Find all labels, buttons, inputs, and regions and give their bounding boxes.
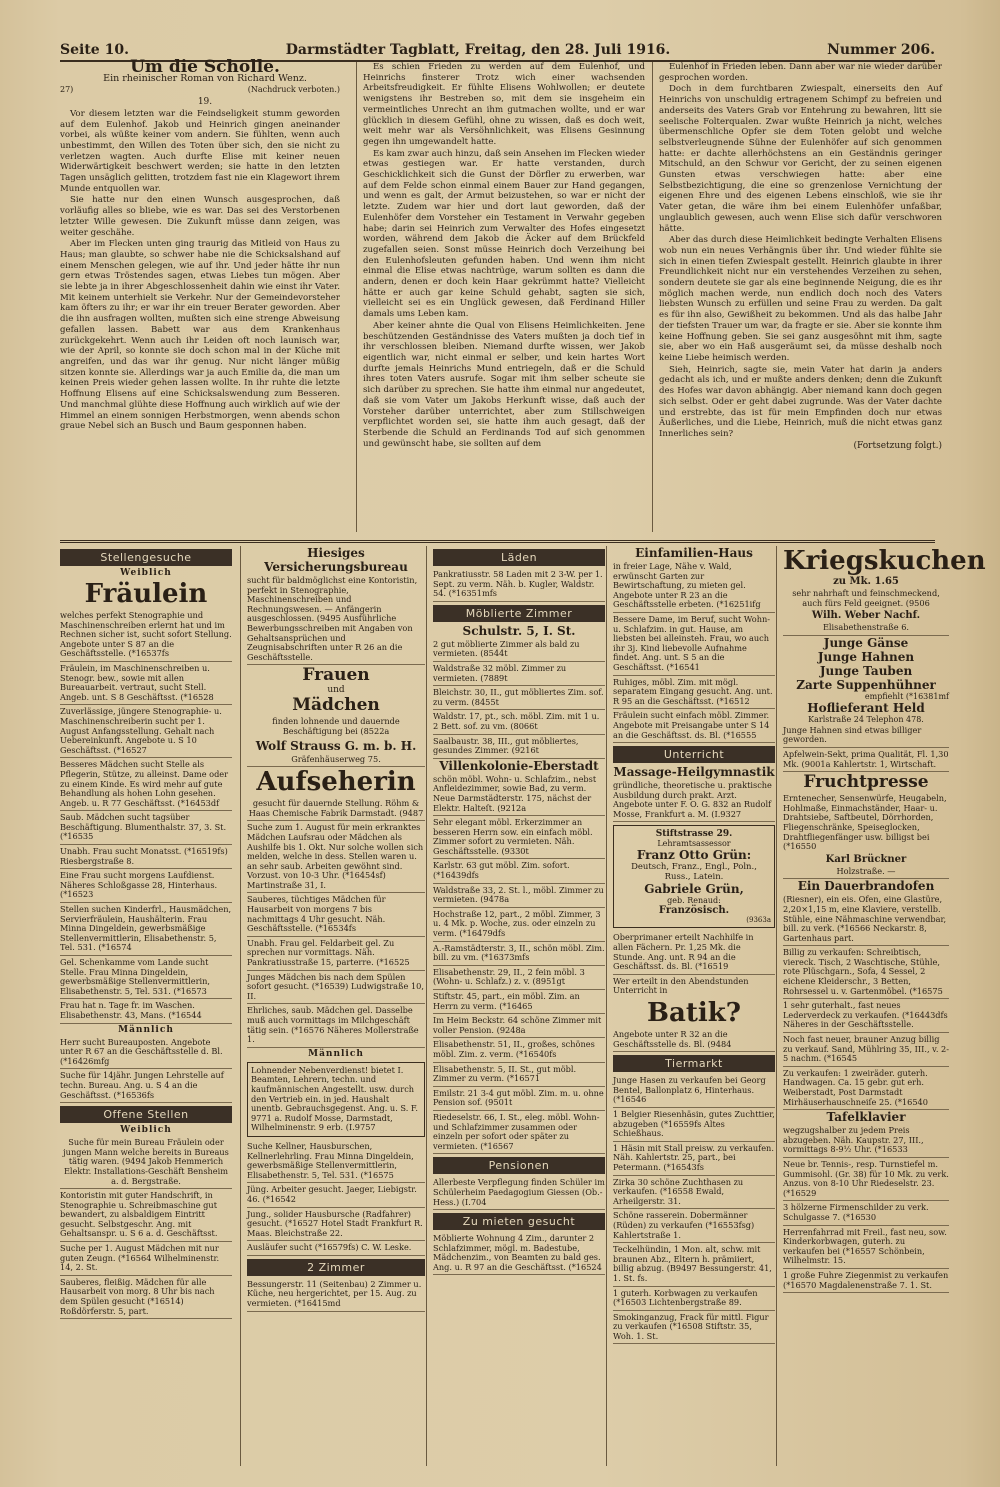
ad-item: 2 gut möblierte Zimmer als bald zu vermieten. (8544t xyxy=(433,638,605,662)
ad-firm-address: Holzstraße. — xyxy=(783,865,949,880)
ad-code: (9363a xyxy=(746,916,771,925)
ad-note: Junge Hahnen sind etwas billiger geworden. xyxy=(783,724,949,748)
ad-headline: Aufseherin xyxy=(256,767,416,798)
ad-headline: Einfamilien-Haus xyxy=(635,546,753,560)
masthead-title: Darmstädter Tagblatt, Freitag, den 28. Juli 1916. xyxy=(285,42,671,58)
ad-item: Jüng. Arbeiter gesucht. Jaeger, Liebigstr. 46. (*16542 xyxy=(247,1183,425,1207)
ad-item: Karlstr. 63 gut möbl. Zim. sofort. (*16439dfs xyxy=(433,859,605,883)
ad-item: Gel. Schenkamme vom Lande sucht Stelle. Frau Minna Dingeldein, gewerbsmäßige Stellenvermittlerin, Elisabethenstr. 5, Tel. 531. (*16573 xyxy=(60,956,232,999)
ads-column-5 xyxy=(776,546,986,1466)
ad-item: Sauberes, fleißig. Mädchen für alle Hausarbeit von morg. 8 Uhr bis nach dem Spülen gesucht (*16514) Roßdörferstr. 5, part. xyxy=(60,1276,232,1319)
ad-item: Ehrliches, saub. Mädchen gel. Dasselbe muß auch vormittags im Milchgeschäft tätig sein. (*16576 Näheres Mollerstraße 1. xyxy=(247,1004,425,1047)
ad-item: Elisabethenstr. 5, II. St., gut möbl. Zimmer zu verm. (*16571 xyxy=(433,1063,605,1087)
ad-item: Möblierte Wohnung 4 Zim., darunter 2 Schlafzimmer, mögl. m. Badestube, Mädchenzim., von Beamten zu bald ges. Ang. u. R 97 an die Geschäftsst. (*16524 xyxy=(433,1232,605,1275)
story-paragraph: Doch in dem furchtbaren Zwiespalt, einerseits den Auf Heinrichs von unschuldig ertragenem Schimpf zu befreien und anderseits des Vaters Grab vor Entehrung zu bewahren, litt sie seelische Folterqualen. Zwar wußte Heinrich ja nicht, welches übermenschliche Opfer sie dem Toten gelobt und welche selbstverleugnende Sühne der Eulenhöfer auf sich genommen hatte: er dachte allerhöchstens an ein Geständnis geringer Mitschuld, an den Schwur vor Gericht, der zu seinen eigenen Gunsten etwas verschwiegen hatte: aber eine Selbstbezichtigung, die eine so grenzenlose Vernichtung der eigenen Ehre und des eigenen Lebens einschloß, wie sie ihr Vater getan, die wäre ihm bei einem Eulenhöfer unfaßbar, unglaublich gewesen, auch wenn Elise sich dafür verschworen hätte. xyxy=(659,84,942,234)
tutor-address: Stiftstrasse 29. xyxy=(655,829,733,840)
ad-list-item: Zarte Suppenhühner xyxy=(796,677,936,692)
ad-item: Herr sucht Bureauposten. Angebote unter R 67 an die Geschäftsstelle d. Bl. (*16426mfg xyxy=(60,1036,232,1070)
section-heading: 2 Zimmer xyxy=(247,1259,425,1276)
ad-item: 1 guterh. Korbwagen zu verkaufen (*16503 Lichtenbergstraße 89. xyxy=(613,1287,775,1311)
ad-headline: Villenkolonie-Eberstadt xyxy=(439,758,599,773)
story-paragraph: Sieh, Heinrich, sagte sie, mein Vater hat darin ja anders gedacht als ich, und er mußte anders denken; denn die Zukunft des Hofes war davon abhängig. Aber niemand kann doch gegen sich selbst. Oder er geht dabei zugrunde. Was der Vater dachte und erstrebte, das ist für mein Empfinden doch nur etwas Äußerliches, und die Liebe, Heinrich, muß die nicht etwas ganz Innerliches sein? xyxy=(659,364,942,439)
ad-item: Stellen suchen Kinderfrl., Hausmädchen, Servierfräulein, Haushälterin. Frau Minna Dingeldein, gewerbsmäßige Stellenvermittlerin, Elisabethenstr. 5, Tel. 531. (*16574 xyxy=(60,903,232,956)
ad-item: Bleichstr. 30, II., gut möbliertes Zim. sof. zu verm. (8455t xyxy=(433,686,605,710)
ad-firm-address: Gräfenhäuserweg 75. xyxy=(247,753,425,768)
ad-item: Unabh. Frau gel. Feldarbeit gel. Zu sprechen nur vormittags. Näh. Pankratiusstraße 15, parterre. (*16525 xyxy=(247,937,425,971)
ad-item: wegzugshalber zu jedem Preis abzugeben. Näh. Kaupstr. 27, III., vormittags 8-9½ Uhr. (*16533 xyxy=(783,1124,949,1158)
tutor-language-2: Französisch. xyxy=(658,905,730,917)
ad-firm: Wilh. Weber Nachf. xyxy=(811,610,921,622)
section-heading: Pensionen xyxy=(433,1157,605,1174)
ad-item: finden lohnende und dauernde Beschäftigung bei (8522a xyxy=(272,716,400,736)
ad-note: empfiehlt (*16381mf xyxy=(864,691,949,701)
story-column-3 xyxy=(652,62,942,532)
ad-firm-address: Karlstraße 24 Telephon 478. xyxy=(808,714,924,724)
ad-item: Eine Frau sucht morgens Laufdienst. Näheres Schloßgasse 28, Hinterhaus. (*16523 xyxy=(60,869,232,903)
section-heading: Läden xyxy=(433,549,605,566)
ads-column-4 xyxy=(606,546,775,1466)
ad-item: Teckelhündin, 1 Mon. alt, schw. mit braunen Abz., Eltern h. prämiiert, billig abzug. (B9497 Bessungerstr. 41, 1. St. fs. xyxy=(613,1243,775,1286)
ad-item: Kontoristin mit guter Handschrift, in Stenographie u. Schreibmaschine gut bewandert, zu alsbaldigem Eintritt gesucht. Selbstgeschr. Ang. mit Gehaltsanspr. u. S 6 a. d. Geschäftsst. xyxy=(60,1189,232,1242)
ad-item: Fräulein sucht einfach möbl. Zimmer. Angebote mit Preisangabe unter S 14 an die Geschäftsst. ds. Bl. (*16555 xyxy=(613,709,775,743)
page-number: Seite 10. xyxy=(60,42,129,58)
ad-price: zu Mk. 1.65 xyxy=(833,576,899,587)
ad-item: gesucht für dauernde Stellung. Röhm & Haas Chemische Fabrik Darmstadt. (9487 xyxy=(247,797,425,821)
ad-item: Emilstr. 21 3-4 gut möbl. Zim. m. u. ohne Pension sof. (9501t xyxy=(433,1087,605,1111)
ad-item: Oberprimaner erteilt Nachhilfe in allen Fächern. Pr. 1,25 Mk. die Stunde. Ang. unt. R 94 an die Geschäftsst. ds. Bl. (*16519 xyxy=(613,931,775,974)
ad-headline: Mädchen xyxy=(292,695,380,716)
ad-headline: Schulstr. 5, I. St. xyxy=(462,623,576,638)
story-subtitle: Ein rheinischer Roman von Richard Wenz. xyxy=(103,72,307,84)
ad-item: Im Heim Beckstr. 64 schöne Zimmer mit voller Pension. (9248a xyxy=(433,1014,605,1038)
ad-item: Sehr elegant möbl. Erkerzimmer an besseren Herrn sow. ein einfach möbl. Zimmer sofort zu vermieten. Näh. Geschäftsstelle. (9330t xyxy=(433,816,605,859)
ad-list-item: Junge Tauben xyxy=(819,663,913,678)
ad-item: Suche Kellner, Hausburschen, Kellnerlehrling. Frau Minna Dingeldein, gewerbsmäßige Stellenvermittlerin, Elisabethenstr. 5, Tel. 531. (*16575 xyxy=(247,1140,425,1183)
section-heading: Offene Stellen xyxy=(60,1106,232,1123)
story-paragraph: Vor diesem letzten war die Feindseligkeit stumm geworden auf dem Eulenhof. Jakob und Heinrich gingen aneinander vorbei, als wüßte keiner vom andern. Sie fühlten, wenn auch unbestimmt, den Willen des Toten über sich, den sie nicht zu verletzen wagten. Auch durfte Elise mit keiner neuen Widerwärtigkeit beschwert werden; sie hatte in den letzten Tagen unsäglich gelitten, trotzdem fast nie ein Klagewort ihrem Munde entquollen war. xyxy=(60,108,340,194)
ad-item: Suche für 14jähr. Jungen Lehrstelle auf techn. Bureau. Ang. u. S 4 an die Geschäftsst. (*16536fs xyxy=(60,1069,232,1103)
serial-novel xyxy=(60,57,942,543)
ads-column-3 xyxy=(426,546,605,1466)
ad-item: Waldstraße 33, 2. St. l., möbl. Zimmer zu vermieten. (9478a xyxy=(433,884,605,908)
ad-item: Bessungerstr. 11 (Seitenbau) 2 Zimmer u. Küche, neu hergerichtet, per 15. Aug. zu vermieten. (*16415md xyxy=(247,1278,425,1312)
ad-connector: und xyxy=(327,685,345,696)
ad-item: Fräulein, im Maschinenschreiben u. Stenogr. bew., sowie mit allen Bureauarbeit. vertraut, sucht Stell. Angeb. unt. S 8 Geschäftsst. (*16528 xyxy=(60,662,232,705)
tutor-title: Lehramtsassessor xyxy=(657,839,731,849)
ad-item: (Riesner), ein eis. Ofen, eine Glastüre, 2,20×1,15 m, eine Klaviere, verstellb. Stühle, eine Nähmaschine verwendbar, bill. zu verk. (*16566 Neckarstr. 8, Gartenhaus part. xyxy=(783,893,949,946)
ad-firm-address: Elisabethenstraße 6. xyxy=(783,621,949,636)
ad-item: Elisabethenstr. 51, II., großes, schönes möbl. Zim. z. verm. (*16540fs xyxy=(433,1038,605,1062)
ad-item: Ruhiges, möbl. Zim. mit mögl. separatem Eingang gesucht. Ang. unt. R 95 an die Geschäftsst. (*16512 xyxy=(613,676,775,710)
ad-item: Stiftstr. 45, part., ein möbl. Zim. an Herrn zu verm. (*16465 xyxy=(433,990,605,1014)
ad-item: 3 hölzerne Firmenschilder zu verk. Schulgasse 7. (*16530 xyxy=(783,1201,949,1225)
ad-item: Sauberes, tüchtiges Mädchen für Hausarbeit von morgens 7 bis nachmittags 4 Uhr gesucht. Näh. Geschäftsstelle. (*16534fs xyxy=(247,893,425,936)
ad-item: Suche per 1. August Mädchen mit nur guten Zeugn. (*16564 Wilhelminenstr. 14, 2. St. xyxy=(60,1242,232,1276)
ad-item: A.-Ramstädterstr. 3, II., schön möbl. Zim. bill. zu vm. (*16373mfs xyxy=(433,942,605,966)
issue-number: Nummer 206. xyxy=(827,42,935,58)
ad-item: Frau hat n. Tage fr. im Waschen. Elisabethenstr. 43, Mans. (*16544 xyxy=(60,999,232,1023)
story-paragraph: Eulenhof in Frieden leben. Dann aber war nie wieder darüber gesprochen worden. xyxy=(659,62,942,83)
story-paragraph: Aber im Flecken unten ging traurig das Mitleid von Haus zu Haus; man glaubte, so schwer habe nie die Schicksalshand auf einem Menschen gelegen, wie auf ihr. Und jeder hätte ihr nun gern etwas Tröstendes sagen, etwas Liebes tun mögen. Aber sie lebte ja in ihrer Abgeschlossenheit dahin wie einst ihr Vater. Mit keinem unterhielt sie Verkehr. Nur der Gemeindevorsteher kam öfters zu ihr; er war ihr ein treuer Berater geworden. Aber die ihn ausfragen wollten, mußten sich eine strenge Abweisung gefallen lassen. Babett war aus dem Krankenhaus zurückgekehrt. Wenn auch ihr Leiden oft noch launisch war, wie der April, so konnte sie doch schon mal in der Küche mit angreifen, und das war ihr genug. Nur nicht länger müßig sitzen konnte sie. Allerdings war ja auch Emilie da, die man um keinen Preis wieder gehen lassen wollte. In ihr ruhte die letzte Hoffnung Elisens auf eine Schicksalswendung zum Besseren. Und manchmal glühte diese Hoffnung auch wirklich auf wie der Himmel an einem sonnigen Herbstmorgen, wenn abends schon graue Nebel sich an Busch und Baum gesponnen haben. xyxy=(60,239,340,432)
chapter-number: 19. xyxy=(197,97,213,108)
ad-headline: Fräulein xyxy=(84,579,208,609)
ad-item: Wer erteilt in den Abendstunden Unterricht in xyxy=(613,975,749,996)
section-heading: Stellengesuche xyxy=(60,549,232,566)
ad-item: Jung., solider Hausbursche (Radfahrer) gesucht. (*16527 Hotel Stadt Frankfurt R. Maas. Bleichstraße 22. xyxy=(247,1208,425,1242)
ad-item: Suche für mein Bureau Fräulein oder jungen Mann welche bereits in Bureaus tätig waren. (9494 Jakob Hemmerich Elektr. Installations-Geschäft Bensheim a. d. Bergstraße. xyxy=(60,1136,232,1189)
ad-item: gründliche, theoretische u. praktische Ausbildung durch prakt. Arzt. Angebote unter F. O. G. 832 an Rudolf Mosse, Frankfurt a. M. (I.9327 xyxy=(613,779,775,822)
ad-firm: Hoflieferant Held xyxy=(807,700,925,715)
tutor-maiden-name: geb. Renaud: xyxy=(667,896,721,906)
ad-list-item: Junge Gänse xyxy=(823,635,909,650)
ad-list-item: Junge Hahnen xyxy=(817,649,915,664)
ad-item: Suche zum 1. August für mein erkranktes Mädchen Laufsrau oder Mädchen als Aushilfe bis 1. Okt. Nur solche wollen sich melden, welche in dess. Stellen waren u. an sehr saub. Arbeiten gewöhnt sind. Vorzust. von 10-3 Uhr. (*16454sf) Martinstraße 31, I. xyxy=(247,821,425,893)
ad-item: Waldstr. 17, pt., sch. möbl. Zim. mit 1 u. 2 Bett. sof. zu vm. (8066t xyxy=(433,710,605,734)
subsection-heading: Weiblich xyxy=(120,1125,172,1136)
rights-notice: (Nachdruck verboten.) xyxy=(247,85,340,95)
ad-item: sehr nahrhaft und feinschmeckend, auch fürs Feld geeignet. (9506 xyxy=(792,588,940,608)
ad-headline: Hiesiges Versicherungsbureau xyxy=(264,546,408,574)
ad-item: Junge Hasen zu verkaufen bei Georg Bentel, Ballonplatz 6, Hinterhaus. (*16546 xyxy=(613,1074,775,1108)
subsection-heading: Weiblich xyxy=(120,568,172,578)
subsection-heading: Männlich xyxy=(118,1024,174,1035)
story-paragraph: Aber das durch diese Heimlichkeit bedingte Verhalten Elisens wob nun ein neues Verhängnis über ihr. Und wieder fühlte sie sich in einen tiefen Zwiespalt gestellt. Heinrich glaubte in ihrer Freundlichkeit nicht nur ein verstehendes Verzeihen zu sehen, sondern deutete sie gar als eine beginnende Neigung, die es ihr möglich machen werde, nun endlich doch noch des Vaters liebsten Wunsch zu erfüllen und seine Frau zu werden. Da galt es für ihn also, Gewißheit zu bekommen. Und als das halbe Jahr der tiefsten Trauer um war, da fragte er sie. Aber sie konnte ihm keine Hoffnung geben. Sie sei ganz ausgesöhnt mit ihm, sagte sie, aber wo ein Haß ausgeräumt sei, da müsse deshalb noch keine Liebe heimisch werden. xyxy=(659,235,942,363)
tutor-languages: Deutsch, Franz., Engl., Poln., Russ., Latein. xyxy=(631,862,757,883)
ad-item: Hochstraße 12, part., 2 möbl. Zimmer, 3 u. 4 Mk. p. Woche, zus. oder einzeln zu verm. (*16479dfs xyxy=(433,908,605,942)
ad-item: Billig zu verkaufen: Schreibtisch, viereck. Tisch, 2 Waschtische, Stühle, rote Plüschgarn., Sofa, 4 Sessel, 2 eichene Kleiderschr., 3 Betten, Rohrsessel u. v. Gartenmöbel. (*16575 xyxy=(783,946,949,999)
ad-headline: Tafelklavier xyxy=(826,1110,906,1125)
ad-item: welches perfekt Stenographie und Maschinenschreiben erlernt hat und im Rechnen sicher ist, sucht sofort Stellung. Angebote unter S 87 an die Geschäftsstelle. (*16537fs xyxy=(60,609,232,662)
ad-item: Besseres Mädchen sucht Stelle als Pflegerin, Stütze, zu alleinst. Dame oder zu einem Kinde. Es wird mehr auf gute Behandlung als hohen Lohn gesehen. Angeb. u. R 77 Geschäftsst. (*16453df xyxy=(60,758,232,811)
ad-item: Erntenecher, Sensenwürfe, Heugabeln, Hohlmaße, Einmachständer, Haar- u. Drahtsiebe, Saftbeutel, Dörrhorden, Fliegenschränke, Speiseglocken, Drahtfliegenfänger usw. billigst bei (*16550 xyxy=(783,793,947,852)
ads-column-1 xyxy=(60,546,232,1466)
story-column-2 xyxy=(356,62,645,532)
ads-column-2 xyxy=(240,546,425,1466)
section-heading: Tiermarkt xyxy=(613,1055,775,1072)
ad-item: schön möbl. Wohn- u. Schlafzim., nebst Anfleidezimmer, sowie Bad, zu verm. Neue Darmstädterstr. 175, nächst der Elektr. Halteſt. (9212a xyxy=(433,773,605,816)
tutor-name-2: Gabriele Grün, xyxy=(644,882,744,897)
ad-firm: Karl Brückner xyxy=(825,853,907,865)
subsection-heading: Männlich xyxy=(308,1048,364,1059)
ad-headline: Fruchtpresse xyxy=(803,772,929,793)
ad-item: 1 große Fuhre Ziegenmist zu verkaufen (*16570 Magdalenenstraße 7. 1. St. xyxy=(783,1269,949,1293)
ad-headline: Massage-Heilgymnastik xyxy=(613,765,775,780)
story-meta xyxy=(60,85,340,96)
ad-item: Saalbaustr. 38, III., gut möbliertes, gesundes Zimmer. (9216t xyxy=(433,735,605,759)
ad-item: Pankratiusstr. 58 Laden mit 2 3-W. per 1. Sept. zu verm. Näh. b. Kugler, Waldstr. 54. (*16351mfs xyxy=(433,568,605,602)
ad-item: Noch fast neuer, brauner Anzug billig zu verkauf. Sand, Mühlring 35, III., v. 2-5 nachm. (*16545 xyxy=(783,1033,949,1067)
ad-boxed-item: Lohnender Nebenverdienst! bietet I. Beamten, Lehrern, techn. und kaufmännischen Angestellt. usw. durch den Vertrieb ein. in jed. Haushalt unentb. Gebrauchsgegenst. Ang. u. S. F. 9771 a. Rudolf Mosse, Darmstadt, Wilhelminenstr. 9 erb. (I.9757 xyxy=(247,1062,425,1137)
ad-firm: Wolf Strauss G. m. b. H. xyxy=(255,738,417,753)
ad-item: Apfelwein-Sekt, prima Qualität, Fl. 1,30 Mk. (9001a Kahlertstr. 1, Wirtschaft. xyxy=(783,748,949,772)
story-paragraph: Es kam zwar auch hinzu, daß sein Ansehen im Flecken wieder etwas gestiegen war. Er hatte verstanden, durch Geschicklichkeit sich die Gunst der Dörfler zu erwerben, war auf dem Felde schon einmal einem Bauer zur Hand gegangen, und wenn es galt, der Armut beizustehen, so war er nicht der letzte. Zudem war hier und dort laut geworden, daß der Eulenhöfer dem Vorsteher ein Testament in Verwahr gegeben habe; darin sei Heinrich zum Verwalter des Hofes eingesetzt worden, während dem Jakob die Äcker auf dem Brückfeld zugefallen seien. Sonst müsse Heinrich doch Verzeihung bei den Eulenhofsleuten gefunden haben. Und wenn ihm nicht einmal die Elise etwas nachtrüge, warum sollten es dann die andern, denen er doch kein Haar gekrümmt hatte? Vielleicht hätte er auch gar keine Schuld gehabt, sagten sie sich, vielleicht sei es ein Unglück gewesen, daß Ferdinand Hiller damals ums Leben kam. xyxy=(363,148,645,320)
ad-item: Neue br. Tennis-, resp. Turnstiefel m. Gummisohl. (Gr. 38) für 10 Mk. zu verk. Anzus. von 8-10 Uhr Riedeselstr. 23. (*16529 xyxy=(783,1158,949,1201)
tutor-box xyxy=(613,825,775,928)
ad-item: Zuverlässige, jüngere Stenographie- u. Maschinenschreiberin sucht per 1. August Anfangsstellung. Gehalt nach Uebereinkunft. Angebote u. S 10 Geschäftsst. (*16527 xyxy=(60,705,232,758)
ad-item: sucht für baldmöglichst eine Kontoristin, perfekt in Stenographie, Maschinenschreiben und Rechnungswesen. — Anfängerin ausgeschlossen. (9495 Ausführliche Bewerbungsschreiben mit Angaben von Gehaltsansprüchen und Zeugnisabschriften unter R 26 an die Geschäftsstelle. xyxy=(247,574,425,665)
ad-item: Bessere Dame, im Beruf, sucht Wohn- u. Schlafzim. in gut. Hause, am liebsten bei alleinsteh. Frau, wo auch ihr 3j. Kind liebevolle Aufnahme findet. Ang. unt. S 5 an die Geschäftsst. (*16541 xyxy=(613,613,775,676)
ad-item: Junges Mädchen bis nach dem Spülen sofort gesucht. (*16539) Ludwigstraße 10, II. xyxy=(247,971,425,1005)
ad-item: 1 Belgier Riesenhäsin, gutes Zuchttier, abzugeben (*16559fs Altes Schießhaus. xyxy=(613,1108,775,1142)
ad-item: Elisabethenstr. 29, II., 2 fein möbl. 3 (Wohn- u. Schlafz.) z. v. (8951gt xyxy=(433,966,605,990)
installment-number: 27) xyxy=(60,85,74,95)
story-column-1 xyxy=(60,57,340,532)
story-paragraph: Sie hatte nur den einen Wunsch ausgesprochen, daß vorläufig alles so bliebe, wie es war. Das sei des Verstorbenen letzter Wille gewesen. Die Zukunft müsse dann zeigen, was weiter geschähe. xyxy=(60,195,340,238)
ad-item: Smokinganzug, Frack für mittl. Figur zu verkaufen (*16508 Stiftstr. 35, Woh. 1. St. xyxy=(613,1311,775,1345)
ad-item: Schöne rasserein. Dobermänner (Rüden) zu verkaufen (*16553fsg) Kahlertstraße 1. xyxy=(613,1209,775,1243)
ad-item: Riedeselstr. 66, I. St., eleg. möbl. Wohn- und Schlafzimmer zusammen oder einzeln per sofort oder später zu vermieten. (*16567 xyxy=(433,1111,605,1154)
ad-headline: Kriegskuchen xyxy=(783,546,986,576)
ad-item: Zirka 30 schöne Zuchthasen zu verkaufen. (*16558 Ewald, Arheilgerstr. 31. xyxy=(613,1176,775,1210)
story-title: Um die Scholle. xyxy=(130,57,280,77)
ad-item: Allerbeste Verpflegung finden Schüler im Schülerheim Paedagogium Giessen (Ob.-Hess.) (I.704 xyxy=(433,1176,605,1210)
ad-item: in freier Lage, Nähe v. Wald, erwünscht Garten zur Bewirtschaftung, zu mieten gel. Angebote unter R 23 an die Geschäftsstelle erbeten. (*16251ifg xyxy=(613,560,775,613)
tutor-name: Franz Otto Grün: xyxy=(636,848,752,863)
classified-ads xyxy=(60,546,986,1471)
ad-headline: Ein Dauerbrandofen xyxy=(797,879,935,894)
ad-item: Waldstraße 32 möbl. Zimmer zu vermieten. (7889t xyxy=(433,662,605,686)
ad-item: Zu verkaufen: 1 zweiräder. guterh. Handwagen. Ca. 15 gebr. gut erh. Weiberstadt, Post Darmstadt Mirhäuserhauschneiſe 25. (*16540 xyxy=(783,1067,949,1110)
ad-item: Herrenfahrrad mit Freil., fast neu, sow. Kinderkorbwagen, guterh. zu verkaufen bei (*16557 Schönbein, Wilhelmstr. 15. xyxy=(783,1226,949,1269)
ad-item: 1 sehr guterhalt., fast neues Lederverdeck zu verkaufen. (*16443dfs Näheres in der Geschäftsstelle. xyxy=(783,999,949,1033)
ad-item: Angebote unter R 32 an die Geschäftsstelle ds. Bl. (9484 xyxy=(613,1028,775,1052)
ad-item: Saub. Mädchen sucht tagsüber Beschäftigung. Blumenthalstr. 37, 3. St. (*16535 xyxy=(60,811,232,845)
ad-headline: Batik? xyxy=(647,998,741,1029)
ad-headline: Frauen xyxy=(302,665,370,686)
continued-note: (Fortsetzung folgt.) xyxy=(853,440,942,451)
story-paragraph: Es schien Frieden zu werden auf dem Eulenhof, und Heinrichs finsterer Trotz wich einer wachsenden Arbeitsfreudigkeit. Er fühlte Elisens Wohlwollen; er deutete wenigstens ihr Bestreben so, mit dem sie insgeheim ein vermeintliches Unrecht an ihm gutmachen wollte, und er war glücklich in diesem Gefühl, ohne zu wissen, daß es doch weit, weit mehr war als Versöhnlichkeit, was Elisens Gesinnung gegen ihn umgewandelt hatte. xyxy=(363,62,645,147)
section-heading: Zu mieten gesucht xyxy=(433,1213,605,1230)
story-paragraph: Aber keiner ahnte die Qual von Elisens Heimlichkeiten. Jene beschützenden Geständnisse des Vaters mußten ja doch tief in ihr verschlossen bleiben. Niemand durfte wissen, wer Jakob eigentlich war, nicht einmal er selber, und kein hartes Wort durfte jemals Heinrichs Mund entriegeln, daß er die Schuld ihres toten Vaters ausrufe. Sogar mit ihm selber scheute sie sich darüber zu sprechen. Sie hatte ihm einmal nur angedeutet, daß sie vom Vater um Jakobs Herkunft wisse, daß auch der Vorsteher darüber unterrichtet, aber zum Stillschweigen verpflichtet worden sei, sie hatte ihm auch gesagt, daß der Sterbende die Schuld an Ferdinands Tod auf sich genommen und gewünscht habe, sie sollten auf dem xyxy=(363,320,645,449)
ad-item: 1 Häsin mit Stall preisw. zu verkaufen. Näh. Kahlertstr. 25, part., bei Petermann. (*16543fs xyxy=(613,1142,775,1176)
section-heading: Unterricht xyxy=(613,746,775,763)
section-heading: Möblierte Zimmer xyxy=(433,605,605,622)
ad-item: Ausläufer sucht (*16579fs) C. W. Leske. xyxy=(247,1241,425,1256)
ad-item: Unabh. Frau sucht Monatsst. (*16519fs) Riesbergstraße 8. xyxy=(60,845,232,869)
